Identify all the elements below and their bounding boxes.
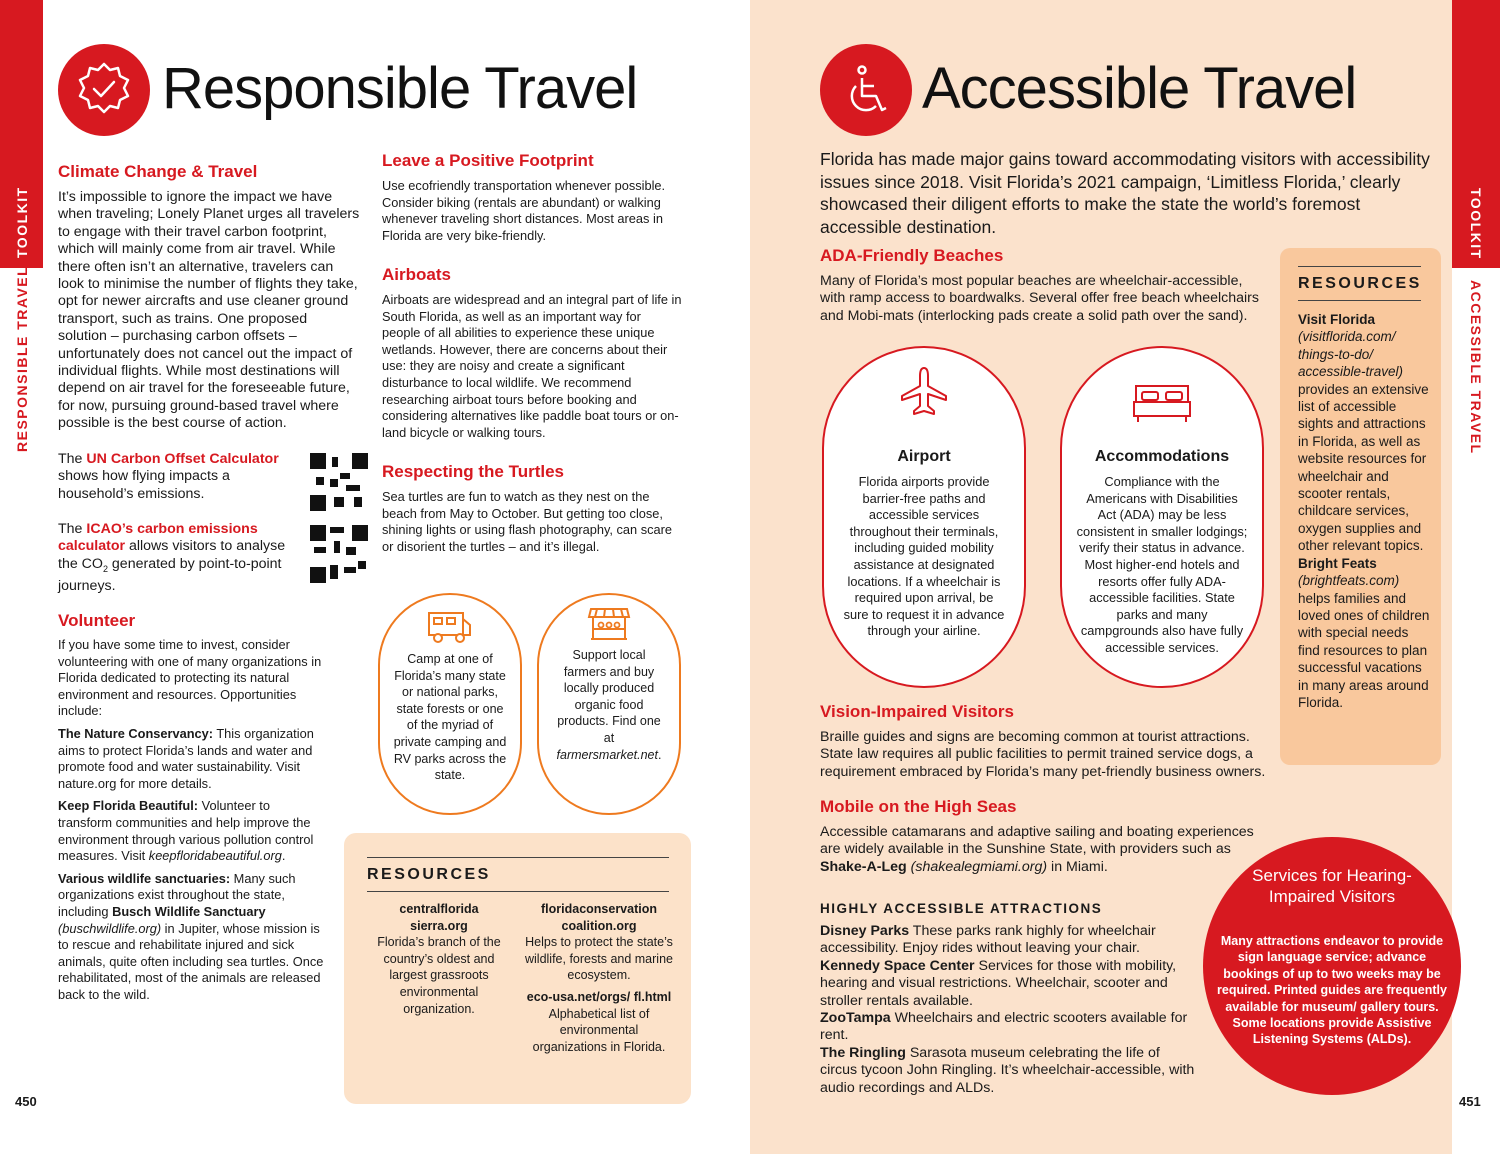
airboats-heading: Airboats [382,265,451,284]
side-tab-section-label: RESPONSIBLE TRAVEL [14,265,30,452]
keep-florida-beautiful-entry: Keep Florida Beautiful: Volunteer to transform communities and help improve the environment through various pollution control measures. Visit keepfloridabeautiful.org. [58,798,314,864]
beaches-body: Many of Florida’s most popular beaches are wheelchair-accessible, with ramp access to boardwalks. Several offer free beach wheelchairs and Mobi-mats (interlocking pads create a solid path over the sand). [820,273,1259,324]
resource-eco-usa: eco-usa.net/orgs/ fl.html Alphabetical list of environmental organizations in Florida. [524,989,674,1055]
vision-section [820,702,1280,781]
right-resources-heading: RESOURCES [1298,275,1422,292]
climate-heading: Climate Change & Travel [58,162,258,181]
footprint-heading: Leave a Positive Footprint [382,151,594,170]
resources-divider [1298,300,1421,301]
nature-conservancy-entry: The Nature Conservancy: This organization aims to protect Florida’s lands and water and promote food and water sustainability. Visit nature.org for more details. [58,725,314,791]
turtles-heading: Respecting the Turtles [382,462,564,481]
page-number-right: 451 [1459,1094,1481,1109]
resources-divider [367,857,669,858]
airboats-section [382,265,682,441]
hearing-impaired-circle [1203,837,1461,1095]
side-tab-toolkit-label: TOOLKIT [14,186,30,258]
right-resources-box [1280,248,1441,765]
camping-pill-text: Camp at one of Florida’s many state or national parks, state forests or one of the myriad of private camping and RV parks across the state. [393,652,507,783]
page-title: Responsible Travel [162,56,638,121]
bed-icon [1132,382,1192,426]
side-tab-toolkit-right [1452,0,1500,268]
farmers-pill-text: Support local farmers and buy locally produced organic food products. Find one at farmersmarket.net. [556,648,662,762]
un-calculator-text: The UN Carbon Offset Calculator shows how flying impacts a household’s emissions. [58,451,279,502]
airport-pill [822,346,1026,688]
resource-sierra-link[interactable]: centralflorida sierra.org [399,902,479,933]
resources-divider [1298,266,1421,267]
right-resources-list: Visit Florida (visitflorida.com/ things-to-do/ accessible-travel) provides an extensive list of accessible sights and attractions in Florida, as well as website resources for wheelchair and scooter rentals, childcare services, oxygen supplies and other relevant topics. Bright Feats (brightfeats.com) helps families and loved ones of children with special needs find resources to plan successful vacations in many areas around Florida. [1298,311,1433,711]
resource-conservation: floridaconservation coalition.org Helps to protect the state’s wildlife, forests and marine ecosystem. [525,902,673,983]
seas-heading: Mobile on the High Seas [820,797,1017,816]
airplane-icon [896,364,952,420]
seas-body: Accessible catamarans and adaptive sailing and boating experiences are widely available in the Sunshine State, with providers such as Shake-A-Leg (shakealegmiami.org) in Miami. [820,824,1254,875]
hearing-heading: Services for Hearing-Impaired Visitors [1252,866,1412,906]
beaches-heading: ADA-Friendly Beaches [820,246,1004,265]
market-stall-icon [587,603,631,643]
vision-body: Braille guides and signs are becoming common at tourist attractions. State law requires all public facilities to permit trained service dogs, a requirement embraced by Florida’s many pet-friendly business owners. [820,729,1266,780]
visit-florida-link[interactable]: Visit Florida [1298,312,1376,327]
bright-feats-link[interactable]: Bright Feats [1298,555,1377,571]
icao-calculator-text: The ICAO’s carbon emissions calculator allows visitors to analyse the $CO_2$ generated by point-to-point journeys. [58,521,286,595]
attraction-item: The Ringling Sarasota museum celebrating the life of circus tycoon John Ringling. It’s wheelchair-accessible, with audio recordings and ALDs. [820,1044,1195,1096]
icao-calculator-link[interactable]: ICAO’s carbon emissions calculator [58,521,258,555]
wheelchair-icon [820,44,912,136]
airport-heading: Airport [897,448,951,465]
volunteer-heading: Volunteer [58,611,136,630]
un-calculator-link[interactable]: UN Carbon Offset Calculator [86,451,279,467]
accommodations-body: Compliance with the Americans with Disabilities Act (ADA) may be less consistent in smaller lodgings; verify their status in advance. Most higher-end hotels and resorts offer fully ADA-accessible facilities. State parks and many campgrounds also have fully accessible services. [1076,474,1248,655]
camping-pill [378,593,522,815]
climate-section [58,162,360,433]
left-resources-heading: RESOURCES [367,866,491,883]
seas-section [820,797,1260,876]
volunteer-intro: If you have some time to invest, consider volunteering with one of many organizations in Florida dedicated to protecting its natural environment and resources. Opportunities include: [58,637,322,719]
left-resources-box [344,833,691,1104]
side-tab-toolkit [0,0,43,268]
attractions-heading: HIGHLY ACCESSIBLE ATTRACTIONS [820,901,1103,916]
rv-icon [426,607,474,647]
qr-code-un[interactable] [310,453,368,511]
attraction-item: ZooTampa Wheelchairs and electric scooters available for rent. [820,1010,1188,1044]
side-tab-section-label-right: ACCESSIBLE TRAVEL [1468,280,1484,455]
turtles-body: Sea turtles are fun to watch as they nest on the beach from May to October. But getting too close, shining lights or using flash photography, can scare or disorient the turtles – and it’s illegal. [382,489,672,554]
resource-eco-usa-link[interactable]: eco-usa.net/orgs/ fl.html [526,990,672,1004]
hearing-body: Many attractions endeavor to provide sign language service; advance bookings of up to two weeks may be required. Printed guides are frequently available for museum/ gallery tours. Some locations provide Assistive Listening Systems (ALDs). [1217,934,1447,1047]
page-title-right: Accessible Travel [922,56,1357,121]
footprint-section [382,151,682,244]
attraction-item: Disney Parks These parks rank highly for wheelchair accessibility. Enjoy rides without leaving your chair. [820,923,1156,957]
accommodations-heading: Accommodations [1094,448,1230,465]
accessible-intro: Florida has made major gains toward accommodating visitors with accessibility issues since 2018. Visit Florida’s 2021 campaign, ‘Limitless Florida,’ clearly showcased their diligent efforts to make the state the world’s foremost accessible destination. [820,149,1430,237]
beaches-section [820,246,1260,325]
accommodations-pill [1060,346,1264,688]
turtles-section [382,462,682,555]
side-tab-toolkit-label-right: TOOLKIT [1468,188,1484,260]
wildlife-sanctuaries-entry: Various wildlife sanctuaries: Many such organizations exist throughout the state, including Busch Wildlife Sanctuary (buschwildlife.org) in Jupiter, whose mission is to rescue and rehabilitate injured and sick animals, quite often including sea turtles. Once rehabilitated, most of the animals are released back to the wild. [58,870,324,1002]
qr-code-icao[interactable] [310,525,368,583]
attraction-item: Kennedy Space Center Services for those with mobility, hearing and visual restrictions. Wheelchair, scooter and stroller rentals available. [820,957,1177,1009]
climate-body: It’s impossible to ignore the impact we have when traveling; Lonely Planet urges all travelers to engage with their travel carbon footprint, which will mainly come from air travel. While there often isn’t an alternative, travelers can look to minimise the number of flights they take, opt for newer aircrafts and use cleaner ground transport, such as trains. One proposed solution – purchasing carbon offsets – unfortunately does not cancel out the impact of individual flights. While most destinations will depend on air travel for the foreseeable future, for now, pursuing ground-based travel where possible is the best course of action. [58,189,360,432]
resource-conservation-link[interactable]: floridaconservation coalition.org [541,902,657,933]
farmers-pill [537,593,681,815]
resources-divider [367,891,669,892]
page-number-left: 450 [15,1094,37,1109]
airboats-body: Airboats are widespread and an integral part of life in South Florida, as well as an important way for people of all abilities to experience these unique wetlands. However, there are concerns about their use: they are noisy and create a significant disturbance to local wildlife. We recommend researching airboat tours before booking and considering alternatives like paddle boat tours or on-land bicycle or walking tours. [382,292,682,440]
responsible-badge-icon [58,44,150,136]
volunteer-section [58,611,326,1003]
footprint-body: Use ecofriendly transportation whenever possible. Consider biking (rentals are abundant) or walking whenever traveling short distances. Most areas in Florida are very bike-friendly. [382,178,666,243]
resource-sierra: centralflorida sierra.org Florida’s branch of the country’s oldest and largest grassroots environmental organization. [374,901,504,1017]
airport-body: Florida airports provide barrier-free paths and accessible services throughout their terminals, including guided mobility assistance at designated locations. If a wheelchair is required upon arrival, be sure to request it in advance through your airline. [843,474,1005,639]
vision-heading: Vision-Impaired Visitors [820,702,1014,721]
attractions-section [820,901,1200,1097]
